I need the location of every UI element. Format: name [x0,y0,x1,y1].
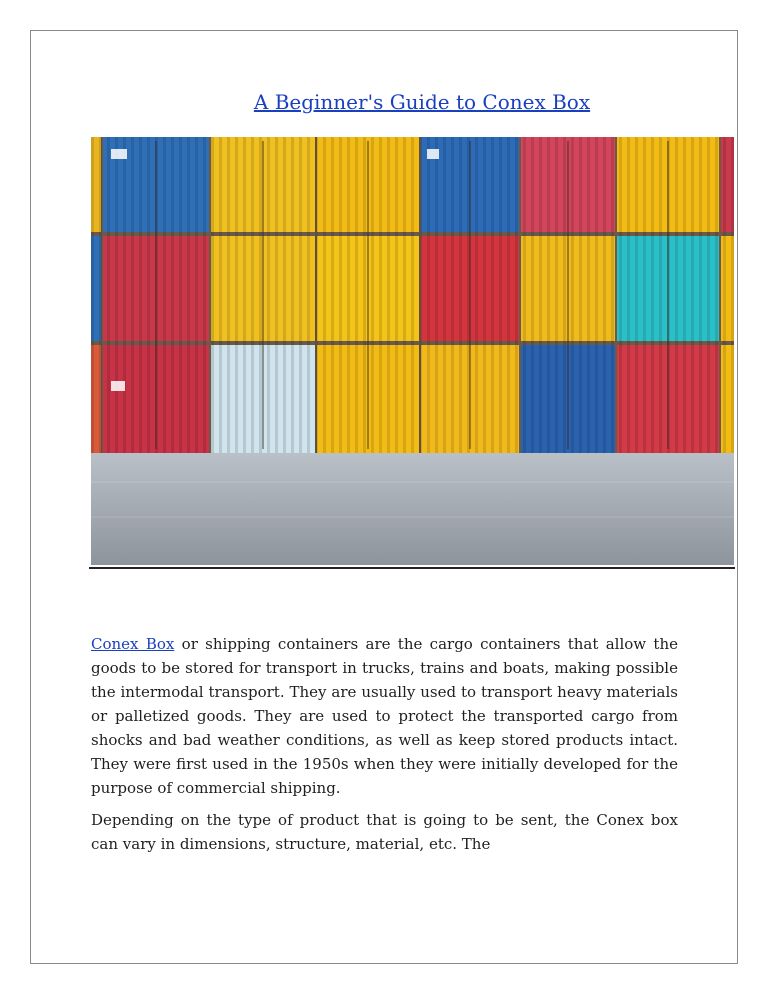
title-container [0,0,768,140]
paragraph-2-text: Depending on the type of product that is going to be sent, the Conex box can vary in dimensions, structure, material, etc. The [91,811,678,853]
document-title-link[interactable]: A Beginner's Guide to Conex Box [253,90,591,114]
paragraph-1 [91,632,678,800]
paragraph-1-text: or shipping containers are the cargo containers that allow the goods to be stored for transport in trucks, trains and boats, making possible the intermodal transport. They are usually used to transport heavy materials or palletized goods. They are used to protect the transported cargo from shocks and bad weather conditions, as well as keep stored products intact. They were first used in the 1950s when they were initially developed for the purpose of commercial shipping. [91,635,678,797]
containers-photo [91,137,734,565]
image-underline-rule [89,567,735,569]
paragraph-2 [91,808,678,856]
containers-illustration [91,137,734,565]
conex-box-link[interactable]: Conex Box [91,635,175,653]
body-text [91,632,678,864]
